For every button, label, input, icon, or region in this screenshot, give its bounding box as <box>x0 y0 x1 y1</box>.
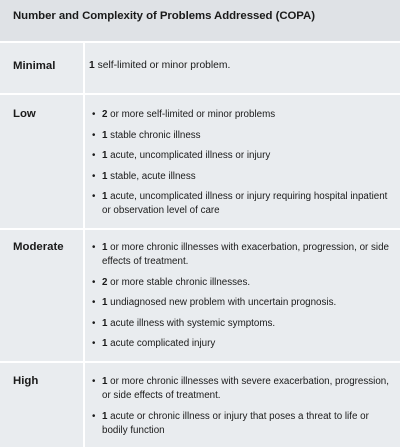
bullet-icon: • <box>92 276 96 288</box>
problem-list <box>92 108 392 225</box>
bullet-icon: • <box>92 242 96 253</box>
bullet-icon: • <box>92 376 96 387</box>
list-item: • 1 acute illness with systemic symptoms. <box>92 317 276 329</box>
list-item: • 2 or more self-limited or minor problems <box>92 109 276 120</box>
row-minimal <box>0 43 400 95</box>
table-header <box>0 0 400 43</box>
level-label: Minimal <box>13 60 56 72</box>
row-high <box>0 363 400 447</box>
bullet-icon: • <box>92 170 96 182</box>
list-item: • 1 acute or chronic illness or injury that poses a threat to life or bodily function <box>92 410 369 436</box>
list-item: • 1 stable, acute illness <box>92 170 196 182</box>
level-label: Low <box>13 108 36 120</box>
bullet-icon: • <box>92 338 96 349</box>
bullet-icon: • <box>92 109 96 120</box>
bullet-icon: • <box>92 297 96 308</box>
bullet-icon: • <box>92 129 96 141</box>
bullet-icon: • <box>92 317 96 329</box>
bullet-icon: • <box>92 191 96 202</box>
list-item: • 1 or more chronic illnesses with severe exacerbation, progression, or side effects of treatment. <box>92 376 389 401</box>
list-item: • 1 stable chronic illness <box>92 129 201 141</box>
row-moderate <box>0 230 400 363</box>
problem-description: self-limited or minor problem. <box>94 60 231 71</box>
problem-list <box>92 375 392 444</box>
list-item: • 1 acute complicated injury <box>92 338 216 349</box>
row-low <box>0 95 400 230</box>
level-label: Moderate <box>13 241 64 253</box>
list-item: • 1 acute, uncomplicated illness or injury requiring hospital inpatient or observation level of care <box>92 191 388 216</box>
table-title: Number and Complexity of Problems Addressed (COPA) <box>13 10 315 22</box>
list-item: • 1 acute, uncomplicated illness or injury <box>92 150 271 161</box>
level-label: High <box>13 375 39 387</box>
list-item: • 2 or more stable chronic illnesses. <box>92 276 251 288</box>
problem-text <box>89 59 230 73</box>
list-item: • 1 undiagnosed new problem with uncertain prognosis. <box>92 297 337 308</box>
bullet-icon: • <box>92 410 96 422</box>
problem-list <box>92 241 392 358</box>
list-item: • 1 or more chronic illnesses with exacerbation, progression, or side effects of treatment. <box>92 242 389 267</box>
bullet-icon: • <box>92 150 96 161</box>
problem-count: 1 <box>89 60 95 71</box>
